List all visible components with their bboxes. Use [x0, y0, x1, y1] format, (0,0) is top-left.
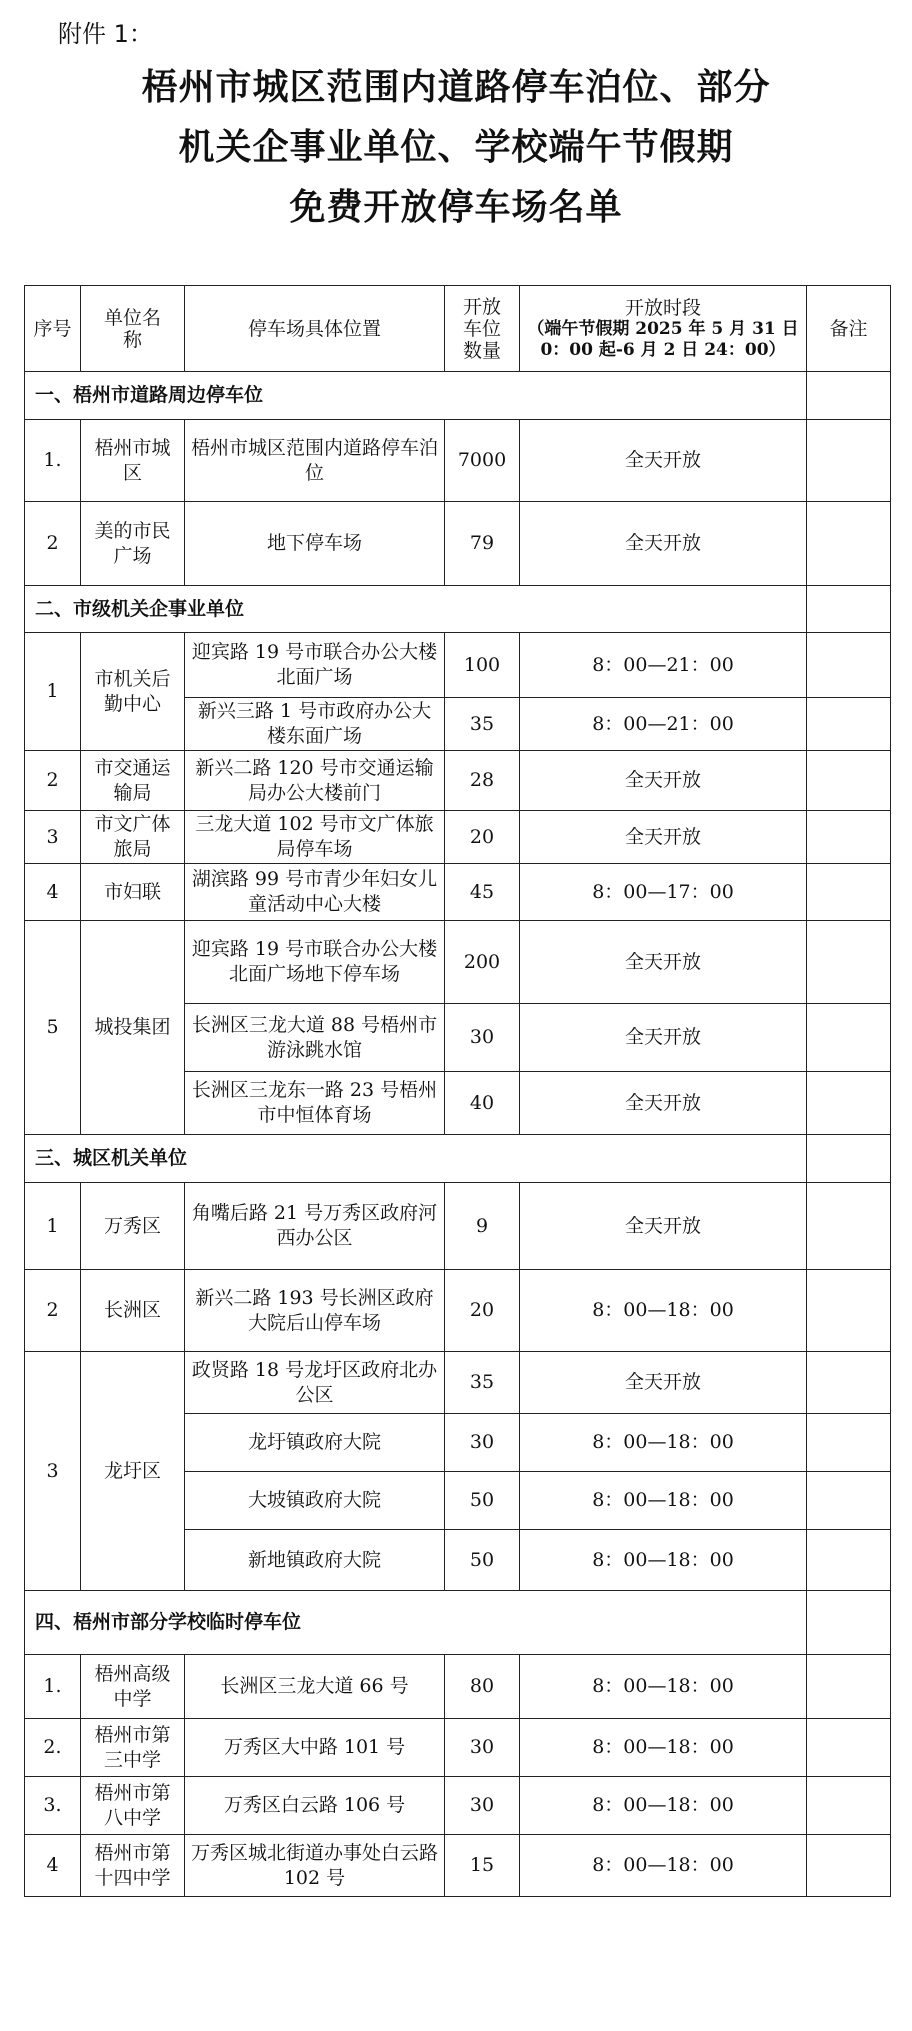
table-row — [25, 502, 891, 586]
location-cell: 角嘴后路 21 号万秀区政府河西办公区 — [185, 1183, 445, 1270]
unit-name-cell: 梧州高级中学 — [81, 1655, 185, 1719]
remarks-cell — [807, 502, 891, 586]
hours-cell: 8：00—17：00 — [520, 864, 807, 921]
spaces-cell: 28 — [445, 751, 520, 811]
location-cell: 三龙大道 102 号市文广体旅局停车场 — [185, 811, 445, 864]
unit-name-cell: 万秀区 — [81, 1183, 185, 1270]
table-row — [25, 1777, 891, 1835]
remarks-cell — [807, 1135, 891, 1183]
hours-cell: 8：00—21：00 — [520, 633, 807, 698]
remarks-cell — [807, 1719, 891, 1777]
section-row — [25, 586, 891, 633]
remarks-cell — [807, 372, 891, 420]
location-cell: 长洲区三龙大道 88 号梧州市游泳跳水馆 — [185, 1004, 445, 1072]
section-row — [25, 1591, 891, 1655]
remarks-cell — [807, 1414, 891, 1472]
location-cell: 大坡镇政府大院 — [185, 1472, 445, 1530]
unit-name-cell: 市机关后勤中心 — [81, 633, 185, 751]
hours-cell: 8：00—21：00 — [520, 698, 807, 751]
spaces-cell: 30 — [445, 1414, 520, 1472]
spaces-cell: 30 — [445, 1719, 520, 1777]
table-row — [25, 864, 891, 921]
seq-cell: 3 — [25, 1352, 81, 1591]
seq-cell: 2 — [25, 1270, 81, 1352]
remarks-cell — [807, 1183, 891, 1270]
header-hours-period: （端午节假期 2025 年 5 月 31 日 0：00 起-6 月 2 日 24：00） — [527, 318, 799, 360]
unit-name-cell: 梧州市第八中学 — [81, 1777, 185, 1835]
spaces-cell: 50 — [445, 1472, 520, 1530]
header-hours-title: 开放时段 — [624, 296, 701, 319]
unit-name-cell: 梧州市第十四中学 — [81, 1835, 185, 1897]
section-title: 四、梧州市部分学校临时停车位 — [25, 1591, 807, 1655]
location-cell: 地下停车场 — [185, 502, 445, 586]
seq-cell: 2 — [25, 751, 81, 811]
location-cell: 政贤路 18 号龙圩区政府北办公区 — [185, 1352, 445, 1414]
hours-cell: 全天开放 — [520, 1352, 807, 1414]
location-cell: 新地镇政府大院 — [185, 1530, 445, 1591]
hours-cell: 8：00—18：00 — [520, 1835, 807, 1897]
remarks-cell — [807, 1072, 891, 1135]
seq-cell: 3 — [25, 811, 81, 864]
hours-cell: 全天开放 — [520, 1072, 807, 1135]
location-cell: 龙圩镇政府大院 — [185, 1414, 445, 1472]
header-seq: 序号 — [25, 286, 81, 372]
remarks-cell — [807, 1530, 891, 1591]
location-cell: 梧州市城区范围内道路停车泊位 — [185, 420, 445, 502]
location-cell: 万秀区白云路 106 号 — [185, 1777, 445, 1835]
hours-cell: 8：00—18：00 — [520, 1472, 807, 1530]
unit-name-cell: 市文广体旅局 — [81, 811, 185, 864]
seq-cell: 1 — [25, 1183, 81, 1270]
location-cell: 迎宾路 19 号市联合办公大楼北面广场 — [185, 633, 445, 698]
table-row — [25, 1270, 891, 1352]
seq-cell: 2. — [25, 1719, 81, 1777]
unit-name-cell: 城投集团 — [81, 921, 185, 1135]
remarks-cell — [807, 1472, 891, 1530]
header-hours — [520, 286, 807, 372]
attachment-label: 附件 1： — [58, 20, 153, 48]
spaces-cell: 100 — [445, 633, 520, 698]
seq-cell: 4 — [25, 1835, 81, 1897]
hours-cell: 8：00—18：00 — [520, 1655, 807, 1719]
table-header-row — [25, 286, 891, 372]
remarks-cell — [807, 586, 891, 633]
document-title — [0, 58, 912, 238]
title-line-3: 免费开放停车场名单 — [289, 187, 623, 228]
seq-cell: 1. — [25, 420, 81, 502]
unit-name-cell: 市妇联 — [81, 864, 185, 921]
location-cell: 迎宾路 19 号市联合办公大楼北面广场地下停车场 — [185, 921, 445, 1004]
header-unit: 单位名称 — [81, 286, 185, 372]
section-row — [25, 372, 891, 420]
spaces-cell: 30 — [445, 1004, 520, 1072]
hours-cell: 全天开放 — [520, 921, 807, 1004]
location-cell: 新兴二路 193 号长洲区政府大院后山停车场 — [185, 1270, 445, 1352]
spaces-cell: 45 — [445, 864, 520, 921]
hours-cell: 8：00—18：00 — [520, 1530, 807, 1591]
parking-lot-table — [24, 285, 891, 1897]
remarks-cell — [807, 698, 891, 751]
hours-cell: 全天开放 — [520, 751, 807, 811]
spaces-cell: 40 — [445, 1072, 520, 1135]
spaces-cell: 79 — [445, 502, 520, 586]
location-cell: 新兴二路 120 号市交通运输局办公大楼前门 — [185, 751, 445, 811]
location-cell: 湖滨路 99 号市青少年妇女儿童活动中心大楼 — [185, 864, 445, 921]
table-row — [25, 1719, 891, 1777]
section-title: 三、城区机关单位 — [25, 1135, 807, 1183]
remarks-cell — [807, 811, 891, 864]
hours-cell: 8：00—18：00 — [520, 1777, 807, 1835]
seq-cell: 4 — [25, 864, 81, 921]
unit-name-cell: 梧州市第三中学 — [81, 1719, 185, 1777]
location-cell: 长洲区三龙东一路 23 号梧州市中恒体育场 — [185, 1072, 445, 1135]
spaces-cell: 9 — [445, 1183, 520, 1270]
section-title: 一、梧州市道路周边停车位 — [25, 372, 807, 420]
unit-name-cell: 市交通运输局 — [81, 751, 185, 811]
unit-name-cell: 龙圩区 — [81, 1352, 185, 1591]
table-row — [25, 811, 891, 864]
hours-cell: 全天开放 — [520, 502, 807, 586]
spaces-cell: 20 — [445, 1270, 520, 1352]
seq-cell: 5 — [25, 921, 81, 1135]
table-row — [25, 1835, 891, 1897]
location-cell: 万秀区大中路 101 号 — [185, 1719, 445, 1777]
hours-cell: 8：00—18：00 — [520, 1719, 807, 1777]
title-line-2: 机关企事业单位、学校端午节假期 — [178, 127, 734, 168]
hours-cell: 8：00—18：00 — [520, 1414, 807, 1472]
table-row — [25, 751, 891, 811]
remarks-cell — [807, 1655, 891, 1719]
seq-cell: 1 — [25, 633, 81, 751]
spaces-cell: 35 — [445, 698, 520, 751]
remarks-cell — [807, 1270, 891, 1352]
table-row — [25, 1352, 891, 1414]
spaces-cell: 50 — [445, 1530, 520, 1591]
spaces-cell: 30 — [445, 1777, 520, 1835]
spaces-cell: 7000 — [445, 420, 520, 502]
remarks-cell — [807, 864, 891, 921]
header-spaces: 开放车位数量 — [445, 286, 520, 372]
remarks-cell — [807, 1777, 891, 1835]
seq-cell: 3. — [25, 1777, 81, 1835]
remarks-cell — [807, 751, 891, 811]
title-line-1: 梧州市城区范围内道路停车泊位、部分 — [141, 67, 771, 108]
table-row — [25, 1183, 891, 1270]
hours-cell: 全天开放 — [520, 1004, 807, 1072]
table-row — [25, 921, 891, 1004]
table-body — [25, 372, 891, 1897]
remarks-cell — [807, 921, 891, 1004]
hours-cell: 全天开放 — [520, 811, 807, 864]
spaces-cell: 15 — [445, 1835, 520, 1897]
header-remarks: 备注 — [807, 286, 891, 372]
section-title: 二、市级机关企事业单位 — [25, 586, 807, 633]
seq-cell: 2 — [25, 502, 81, 586]
remarks-cell — [807, 420, 891, 502]
remarks-cell — [807, 633, 891, 698]
spaces-cell: 200 — [445, 921, 520, 1004]
table-row — [25, 633, 891, 698]
header-location: 停车场具体位置 — [185, 286, 445, 372]
location-cell: 新兴三路 1 号市政府办公大楼东面广场 — [185, 698, 445, 751]
hours-cell: 全天开放 — [520, 1183, 807, 1270]
remarks-cell — [807, 1352, 891, 1414]
remarks-cell — [807, 1835, 891, 1897]
seq-cell: 1. — [25, 1655, 81, 1719]
hours-cell: 8：00—18：00 — [520, 1270, 807, 1352]
location-cell: 长洲区三龙大道 66 号 — [185, 1655, 445, 1719]
table-row — [25, 1655, 891, 1719]
spaces-cell: 35 — [445, 1352, 520, 1414]
section-row — [25, 1135, 891, 1183]
unit-name-cell: 梧州市城区 — [81, 420, 185, 502]
spaces-cell: 80 — [445, 1655, 520, 1719]
location-cell: 万秀区城北街道办事处白云路 102 号 — [185, 1835, 445, 1897]
remarks-cell — [807, 1591, 891, 1655]
hours-cell: 全天开放 — [520, 420, 807, 502]
remarks-cell — [807, 1004, 891, 1072]
spaces-cell: 20 — [445, 811, 520, 864]
table-row — [25, 420, 891, 502]
unit-name-cell: 长洲区 — [81, 1270, 185, 1352]
unit-name-cell: 美的市民广场 — [81, 502, 185, 586]
